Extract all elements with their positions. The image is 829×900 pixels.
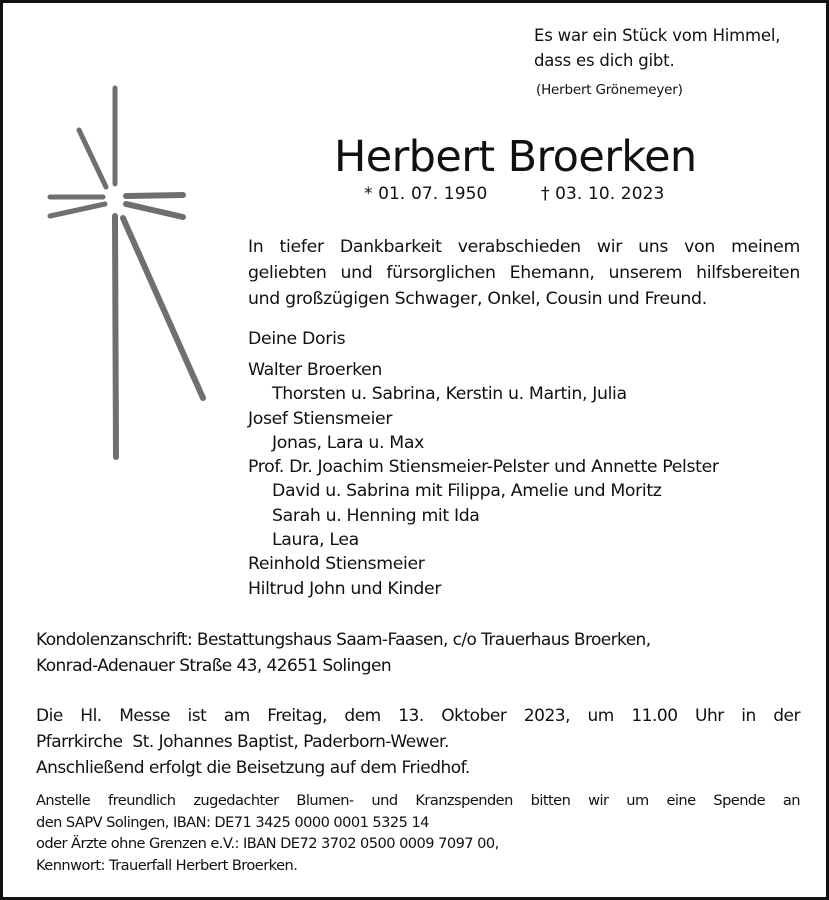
donation-line: Anstelle freundlich zugedachter Blumen- und Kranzspenden bitten wir um eine Spende an — [36, 792, 800, 809]
cross-ray-lower-left — [50, 204, 105, 216]
quote-author: (Herbert Grönemeyer) — [536, 82, 683, 98]
mass-line: Anschließend erfolgt die Beisetzung auf dem Friedhof. — [36, 758, 470, 778]
death-date: † 03. 10. 2023 — [541, 184, 665, 204]
mourner: Josef Stiensmeier — [248, 408, 393, 429]
cross-long-ray — [123, 218, 203, 398]
birth-date: * 01. 07. 1950 — [364, 184, 488, 204]
mass-line: Pfarrkirche St. Johannes Baptist, Paderborn-Wewer. — [36, 732, 449, 752]
condolence-address — [36, 627, 651, 679]
cross-main-beam — [115, 216, 116, 457]
donation-line: den SAPV Solingen, IBAN: DE71 3425 0000 0001 5325 14 — [36, 813, 429, 831]
intro-line: geliebten und fürsorglichen Ehemann, unserem hilfsbereiten — [248, 263, 800, 283]
mourner: Walter Broerken — [248, 360, 382, 380]
intro-line: und großzügigen Schwager, Onkel, Cousin und Freund. — [248, 289, 707, 309]
donation-line: oder Ärzte ohne Grenzen e.V.: IBAN DE72 3702 0500 0009 7097 00, — [36, 835, 499, 852]
mourners-list — [248, 358, 719, 601]
condolence-line: Konrad-Adenauer Straße 43, 42651 Solingen — [36, 656, 392, 676]
signoff: Deine Doris — [248, 329, 346, 349]
mourner: Prof. Dr. Joachim Stiensmeier-Pelster und Annette Pelster — [248, 457, 719, 478]
mourner: Jonas, Lara u. Max — [272, 432, 424, 453]
cross-ray-lower-right — [126, 204, 183, 217]
cross-ray-upper-left — [79, 130, 106, 187]
donation-request — [36, 790, 800, 876]
mourner: David u. Sabrina mit Filippa, Amelie und Moritz — [272, 481, 662, 502]
deceased-name: Herbert Broerken — [334, 132, 697, 182]
donation-line: Kennwort: Trauerfall Herbert Broerken. — [36, 856, 298, 874]
quote — [534, 23, 780, 73]
mourner: Laura, Lea — [272, 530, 359, 551]
mass-info — [36, 703, 800, 781]
mourner: Thorsten u. Sabrina, Kerstin u. Martin, Julia — [272, 384, 627, 405]
mourner: Sarah u. Henning mit Ida — [272, 505, 480, 526]
mourner: Hiltrud John und Kinder — [248, 578, 442, 599]
quote-line: dass es dich gibt. — [534, 51, 675, 70]
condolence-line: Kondolenzanschrift: Bestattungshaus Saam-Faasen, c/o Trauerhaus Broerken, — [36, 630, 651, 650]
intro-text — [248, 234, 800, 312]
cross-right-beam — [126, 195, 183, 196]
quote-line: Es war ein Stück vom Himmel, — [534, 26, 781, 45]
mourner: Reinhold Stiensmeier — [248, 554, 425, 575]
intro-line: In tiefer Dankbarkeit verabschieden wir uns von meinem — [248, 237, 800, 257]
mass-line: Die Hl. Messe ist am Freitag, dem 13. Oktober 2023, um 11.00 Uhr in der — [36, 706, 800, 726]
